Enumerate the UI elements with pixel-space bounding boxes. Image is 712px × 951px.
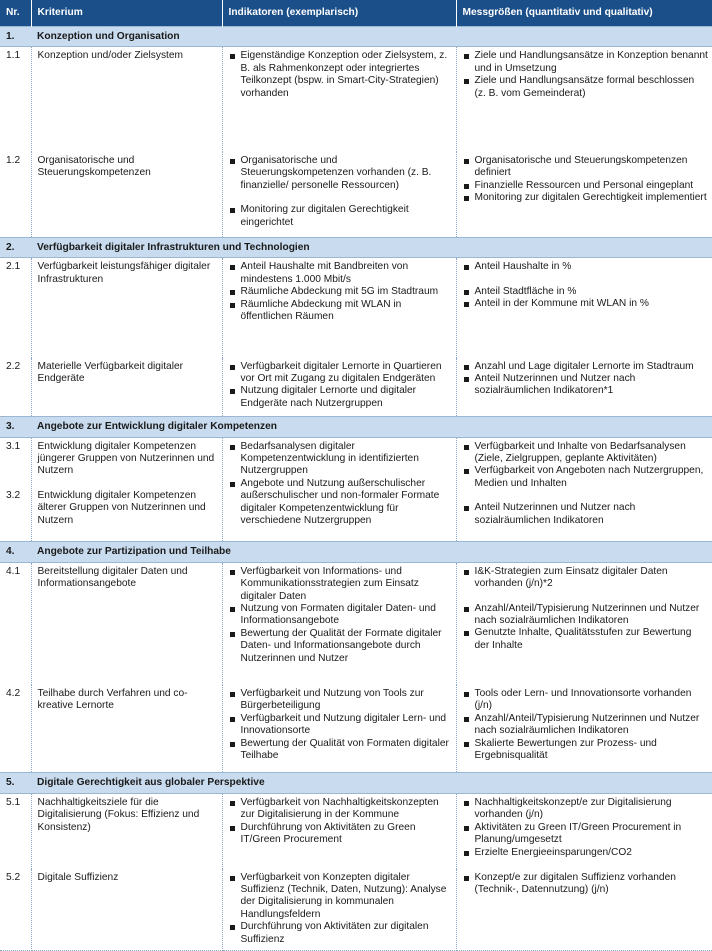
section-title: Digitale Gerechtigkeit aus globaler Perspektive xyxy=(31,773,712,793)
messgroesse-item: Anteil Nutzerinnen und Nutzer nach sozialräumlichen Indikatoren xyxy=(463,502,709,527)
row-kriterium: Materielle Verfügbarkeit digitaler Endgeräte xyxy=(31,358,222,417)
messgroesse-item: Erzielte Energieeinsparungen/CO2 xyxy=(463,847,709,859)
section-title: Angebote zur Entwicklung digitaler Kompetenzen xyxy=(31,417,712,437)
row-nr xyxy=(0,437,31,542)
row-indikatoren xyxy=(222,562,456,685)
row-kriterium xyxy=(31,437,222,542)
table-row xyxy=(0,437,712,542)
row-indikatoren xyxy=(222,358,456,417)
messgroesse-item: Anteil Haushalte in % xyxy=(463,261,709,273)
row-nr-b: 3.2 xyxy=(6,489,21,501)
messgroesse-item: Anteil Stadtfläche in % xyxy=(463,286,709,298)
section-nr: 4. xyxy=(0,542,31,562)
row-kriterium: Verfügbarkeit leistungsfähiger digitaler Infrastrukturen xyxy=(31,258,222,358)
row-indikatoren xyxy=(222,258,456,358)
header-messgroessen: Messgrößen (quantitativ und qualitativ) xyxy=(456,0,712,27)
indikator-item: Bedarfsanalysen digitaler Kompetenzentwicklung in identifizierten Nutzergruppen xyxy=(229,441,452,478)
indikator-item: Anteil Haushalte mit Bandbreiten von mindestens 1.000 Mbit/s xyxy=(229,261,452,286)
row-nr: 1.2 xyxy=(0,152,31,238)
indikator-item: Verfügbarkeit von Nachhaltigkeitskonzepten zur Digitalisierung in der Kommune xyxy=(229,797,452,822)
row-nr: 2.2 xyxy=(0,358,31,417)
row-nr: 5.1 xyxy=(0,793,31,868)
row-nr: 4.1 xyxy=(0,562,31,685)
messgroesse-item: Verfügbarkeit und Inhalte von Bedarfsanalysen (Ziele, Zielgruppen, geplante Aktivitäten) xyxy=(463,441,709,466)
row-kriterium: Konzeption und/oder Zielsystem xyxy=(31,47,222,152)
indikator-item: Räumliche Abdeckung mit 5G im Stadtraum xyxy=(229,286,452,298)
indikator-item: Eigenständige Konzeption oder Zielsystem, z. B. als Rahmenkonzept oder integriertes Teilkonzept (bspw. in Smart-City-Strategien) vorhanden xyxy=(229,50,452,100)
messgroesse-item: Anzahl und Lage digitaler Lernorte im Stadtraum xyxy=(463,361,709,373)
table-row xyxy=(0,152,712,238)
row-nr: 4.2 xyxy=(0,685,31,773)
indikator-item: Verfügbarkeit von Konzepten digitaler Suffizienz (Technik, Daten, Nutzung): Analyse der Digitalisierung in kommunalen Handlungsfeldern xyxy=(229,872,452,922)
messgroesse-item: Finanzielle Ressourcen und Personal eingeplant xyxy=(463,180,709,192)
section-row xyxy=(0,27,712,47)
section-nr: 2. xyxy=(0,238,31,258)
row-indikatoren xyxy=(222,437,456,542)
indikator-item: Monitoring zur digitalen Gerechtigkeit eingerichtet xyxy=(229,204,452,229)
messgroesse-item: Anteil in der Kommune mit WLAN in % xyxy=(463,298,709,310)
table-row xyxy=(0,869,712,951)
section-nr: 5. xyxy=(0,773,31,793)
section-row xyxy=(0,773,712,793)
row-indikatoren xyxy=(222,47,456,152)
messgroesse-item: Aktivitäten zu Green IT/Green Procurement in Planung/umgesetzt xyxy=(463,822,709,847)
row-messgroessen xyxy=(456,152,712,238)
section-row xyxy=(0,417,712,437)
indikator-item: Durchführung von Aktivitäten zur digitalen Suffizienz xyxy=(229,921,452,946)
indikator-item: Verfügbarkeit und Nutzung digitaler Lern- und Innovationsorte xyxy=(229,713,452,738)
row-messgroessen xyxy=(456,258,712,358)
row-nr: 5.2 xyxy=(0,869,31,951)
table-row xyxy=(0,562,712,685)
row-messgroessen xyxy=(456,562,712,685)
table-row xyxy=(0,258,712,358)
messgroesse-item: Anzahl/Anteil/Typisierung Nutzerinnen und Nutzer nach sozialräumlichen Indikatoren xyxy=(463,713,709,738)
row-messgroessen xyxy=(456,437,712,542)
section-title: Konzeption und Organisation xyxy=(31,27,712,47)
messgroesse-item: Monitoring zur digitalen Gerechtigkeit implementiert xyxy=(463,192,709,204)
indikator-item: Nutzung von Formaten digitaler Daten- und Informationsangebote xyxy=(229,603,452,628)
row-indikatoren xyxy=(222,869,456,951)
row-messgroessen xyxy=(456,47,712,152)
messgroesse-item: Anzahl/Anteil/Typisierung Nutzerinnen und Nutzer nach sozialräumlichen Indikatoren xyxy=(463,603,709,628)
row-nr: 2.1 xyxy=(0,258,31,358)
messgroesse-item: Skalierte Bewertungen zur Prozess- und Ergebnisqualität xyxy=(463,738,709,763)
table-row xyxy=(0,793,712,868)
row-kriterium: Nachhaltigkeitsziele für die Digitalisierung (Fokus: Effizienz und Konsistenz) xyxy=(31,793,222,868)
messgroesse-item: Ziele und Handlungsansätze formal beschlossen (z. B. vom Gemeinderat) xyxy=(463,75,709,100)
row-kriterium-b: Entwicklung digitaler Kompetenzen älterer Gruppen von Nutzerinnen und Nutzern xyxy=(37,489,206,526)
section-row xyxy=(0,542,712,562)
indikator-item: Räumliche Abdeckung mit WLAN in öffentlichen Räumen xyxy=(229,299,452,324)
messgroesse-item: Organisatorische und Steuerungskompetenzen definiert xyxy=(463,155,709,180)
row-messgroessen xyxy=(456,793,712,868)
indikator-item: Bewertung der Qualität von Formaten digitaler Teilhabe xyxy=(229,738,452,763)
indikator-item: Durchführung von Aktivitäten zu Green IT/Green Procurement xyxy=(229,822,452,847)
row-messgroessen xyxy=(456,685,712,773)
header-indikatoren: Indikatoren (exemplarisch) xyxy=(222,0,456,27)
indikator-item: Angebote und Nutzung außerschulischer außerschulischer und non-formaler Formate digitaler Kompetenzentwicklung für verschiedene Nutzergruppen xyxy=(229,478,452,528)
indikator-item: Verfügbarkeit digitaler Lernorte in Quartieren vor Ort mit Zugang zu digitalen Endgeräten xyxy=(229,361,452,386)
section-nr: 3. xyxy=(0,417,31,437)
row-messgroessen xyxy=(456,869,712,951)
header-nr: Nr. xyxy=(0,0,31,27)
section-title: Angebote zur Partizipation und Teilhabe xyxy=(31,542,712,562)
indikator-item: Verfügbarkeit von Informations- und Kommunikationsstrategien zum Einsatz digitaler Daten xyxy=(229,566,452,603)
row-kriterium: Teilhabe durch Verfahren und co-kreative Lernorte xyxy=(31,685,222,773)
indikator-item: Organisatorische und Steuerungskompetenzen vorhanden (z. B. finanzielle/ personelle Ressourcen) xyxy=(229,155,452,192)
row-nr-a: 3.1 xyxy=(6,440,21,452)
row-kriterium: Digitale Suffizienz xyxy=(31,869,222,951)
messgroesse-item: Nachhaltigkeitskonzept/e zur Digitalisierung vorhanden (j/n) xyxy=(463,797,709,822)
messgroesse-item: Ziele und Handlungsansätze in Konzeption benannt und in Umsetzung xyxy=(463,50,709,75)
messgroesse-item: Konzept/e zur digitalen Suffizienz vorhanden (Technik-, Datennutzung) (j/n) xyxy=(463,872,709,897)
messgroesse-item: Tools oder Lern- und Innovationsorte vorhanden (j/n) xyxy=(463,688,709,713)
section-nr: 1. xyxy=(0,27,31,47)
row-messgroessen xyxy=(456,358,712,417)
messgroesse-item: I&K-Strategien zum Einsatz digitaler Daten vorhanden (j/n)*2 xyxy=(463,566,709,591)
table-row xyxy=(0,47,712,152)
row-kriterium: Organisatorische und Steuerungskompetenzen xyxy=(31,152,222,238)
header-kriterium: Kriterium xyxy=(31,0,222,27)
section-row xyxy=(0,238,712,258)
row-indikatoren xyxy=(222,152,456,238)
messgroesse-item: Verfügbarkeit von Angeboten nach Nutzergruppen, Medien und Inhalten xyxy=(463,465,709,490)
row-nr: 1.1 xyxy=(0,47,31,152)
messgroesse-item: Anteil Nutzerinnen und Nutzer nach sozialräumlichen Indikatoren*1 xyxy=(463,373,709,398)
row-indikatoren xyxy=(222,793,456,868)
table-header-row xyxy=(0,0,712,27)
table-row xyxy=(0,685,712,773)
indikator-item: Nutzung digitaler Lernorte und digitaler Endgeräte nach Nutzergruppen xyxy=(229,385,452,410)
table-row xyxy=(0,358,712,417)
indikator-item: Verfügbarkeit und Nutzung von Tools zur Bürgerbeteiligung xyxy=(229,688,452,713)
row-indikatoren xyxy=(222,685,456,773)
indikator-item: Bewertung der Qualität der Formate digitaler Daten- und Informationsangebote durch Nutzerinnen und Nutzer xyxy=(229,628,452,665)
messgroesse-item: Genutzte Inhalte, Qualitätsstufen zur Bewertung der Inhalte xyxy=(463,627,709,652)
row-kriterium: Bereitstellung digitaler Daten und Informationsangebote xyxy=(31,562,222,685)
section-title: Verfügbarkeit digitaler Infrastrukturen und Technologien xyxy=(31,238,712,258)
row-kriterium-a: Entwicklung digitaler Kompetenzen jüngerer Gruppen von Nutzerinnen und Nutzern xyxy=(37,440,215,477)
